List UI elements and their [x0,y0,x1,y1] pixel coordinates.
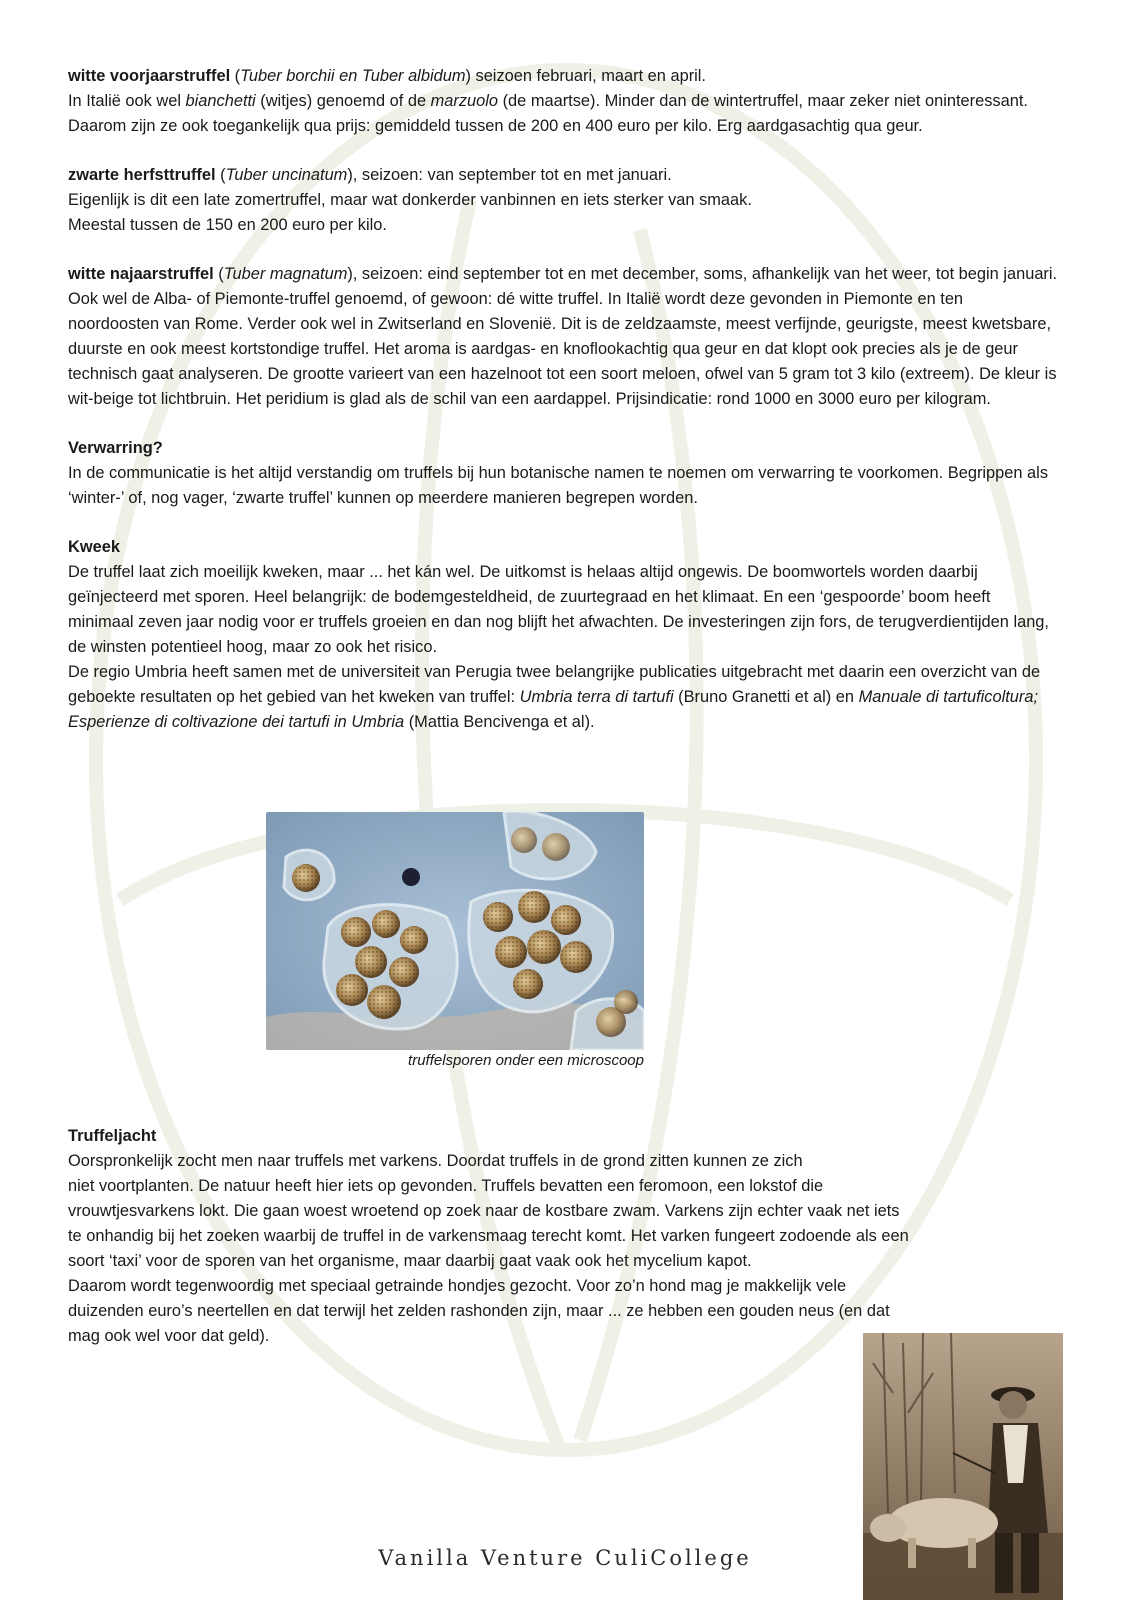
text-line: te onhandig bij het zoeken waarbij de truffel in de varkensmaag terecht komt. Het varken fungeert zodoende als een [68,1227,909,1245]
italic-term: Manuale di tartuficoltura; Esperienze di coltivazione dei tartufi in Umbria [68,688,1039,731]
text-run: De truffel laat zich moeilijk kweken, maar ... het kán wel. De uitkomst is helaas altijd ongewis. De boomwortels worden daarbij geïnjecteerd met sporen. Heel belangrijk: de bodemgesteldheid, de zuurtegraad en het klimaat. En een ‘gespoorde’ boom heeft minimaal zeven jaar nodig voor er truffels groeien en dan nog blijft het afwachten. De investeringen zijn fors, de terugverdientijden lang, de winsten potentieel hoog, maar zo ook het risico. [68,563,1049,656]
text-line: duizenden euro’s neertellen en dat terwijl het zelden rashonden zijn, maar ... ze hebben een gouden neus (en dat [68,1302,890,1320]
text-run: ( [230,67,241,85]
italic-term: Tuber borchii en Tuber albidum [240,67,466,85]
text-run: In de communicatie is het altijd verstandig om truffels bij hun botanische namen te noemen om verwarring te voorkomen. Begrippen als ‘winter-’ of, nog vager, ‘zwarte truffel’ kunnen op meerdere manieren begrepen worden. [68,464,1049,507]
text-run: ), seizoen: van september tot en met januari. [347,166,672,184]
text-line: soort ‘taxi’ voor de sporen van het organisme, maar daarbij gaat vaak ook het mycelium kapot. [68,1252,752,1270]
section-najaarstruffel [68,262,1058,412]
truffeljacht-paragraph [68,1124,1058,1349]
text-line: niet voortplanten. De natuur heeft hier iets op gevonden. Truffels bevatten een feromoon, een lokstof die [68,1177,824,1195]
truffeljacht-text [68,1152,909,1345]
text-line: mag ook wel voor dat geld). [68,1327,270,1345]
text-line: Oorspronkelijk zocht men naar truffels met varkens. Doordat truffels in de grond zitten kunnen ze zich [68,1152,803,1170]
text-run: Eigenlijk is dit een late zomertruffel, maar wat donkerder vanbinnen en iets sterker van smaak. [68,191,752,209]
italic-term: bianchetti [185,92,256,110]
footer-brand: Vanilla Venture CuliCollege [378,1546,752,1570]
section-heading: Verwarring? [68,439,163,457]
document-body [68,64,1058,759]
text-run: (Bruno Granetti et al) en [673,688,859,706]
section-heading: witte voorjaarstruffel [68,67,231,85]
italic-term: Tuber uncinatum [225,166,348,184]
section-herfsttruffel [68,163,1058,238]
section-heading: zwarte herfsttruffel [68,166,216,184]
text-run: ( [215,166,226,184]
text-run: (Mattia Bencivenga et al). [404,713,595,731]
truffle-hunter-photo [863,1333,1063,1600]
text-run: De regio Umbria heeft samen met de universiteit van Perugia twee belangrijke publicaties uitgebracht met daarin een overzicht van de geboekte resultaten op het gebied van het kweken van truffel: [68,663,1041,706]
section-kweek [68,535,1058,735]
section-verwarring [68,436,1058,511]
text-run: (de maartse). Minder dan de wintertruffel, maar zeker niet oninteressant. Daarom zijn ze ook toegankelijk qua prijs: gemiddeld tussen de 200 en 400 euro per kilo. Erg aardgasachtig qua geur. [68,92,1028,135]
section-voorjaarstruffel [68,64,1058,139]
truffeljacht-heading: Truffeljacht [68,1127,157,1145]
text-line: Daarom wordt tegenwoordig met speciaal getrainde hondjes gezocht. Voor zo’n hond mag je makkelijk vele [68,1277,847,1295]
figure-caption: truffelsporen onder een microscoop [408,1052,644,1069]
text-run: ), seizoen: eind september tot en met december, soms, afhankelijk van het weer, tot begin januari. Ook wel de Alba- of Piemonte-truffel genoemd, of gewoon: dé witte truffel. In Italië wordt deze gevonden in Piemonte en ten noordoosten van Rome. Verder ook wel in Zwitserland en Slovenië. Dit is de zeldzaamste, meest verfijnde, geurigste, meest kwetsbare, duurste en ook meest kortstondige truffel. Het aroma is aardgas- en knoflookachtig qua geur en dat klopt ook precies als je de geur technisch gaat analyseren. De grootte varieert van een hazelnoot tot een soort meloen, ofwel van 5 gram tot 3 kilo (extreem). De kleur is wit-beige tot lichtbruin. Het peridium is glad als de schil van een aardappel. Prijsindicatie: rond 1000 en 3000 euro per kilogram. [68,265,1058,408]
section-heading: Kweek [68,538,120,556]
text-line: vrouwtjesvarkens lokt. Die gaan woest wroetend op zoek naar de kostbare zwam. Varkens zijn echter vaak net iets [68,1202,900,1220]
text-run: (witjes) genoemd of de [255,92,431,110]
italic-term: Tuber magnatum [223,265,348,283]
section-heading: witte najaarstruffel [68,265,214,283]
text-run: ) seizoen februari, maart en april. [465,67,706,85]
italic-term: Umbria terra di tartufi [519,688,674,706]
italic-term: marzuolo [430,92,499,110]
truffeljacht-section [68,1124,1058,1349]
text-run: ( [213,265,224,283]
text-run: Meestal tussen de 150 en 200 euro per kilo. [68,216,387,234]
text-run: In Italië ook wel [68,92,186,110]
microscope-spores-image [266,812,644,1050]
